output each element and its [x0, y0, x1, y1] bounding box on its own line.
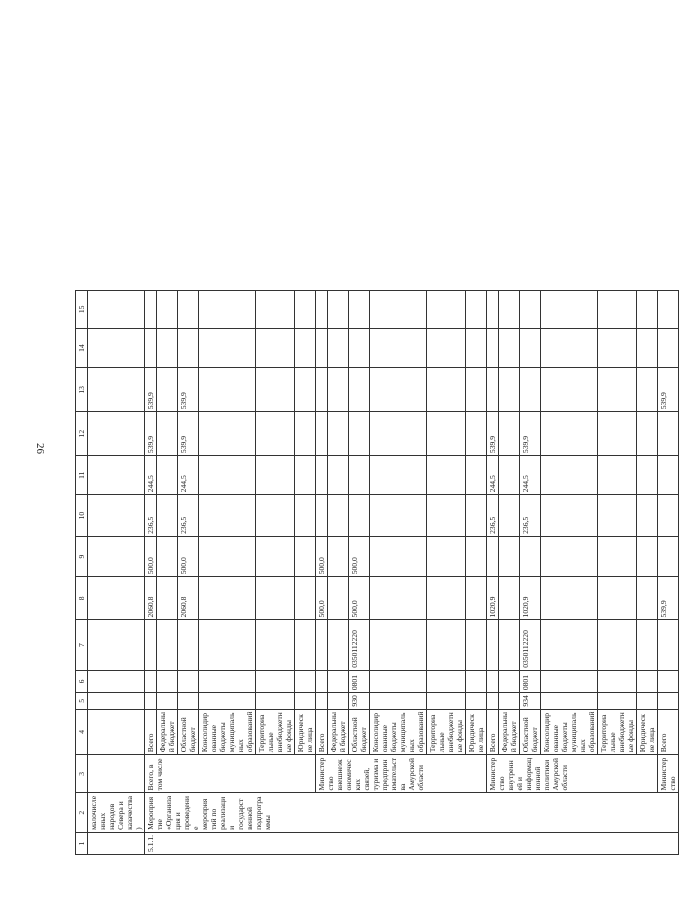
value-cell: 1020,9	[520, 577, 541, 620]
value-cell	[295, 693, 316, 709]
value-cell	[295, 368, 316, 412]
value-cell	[658, 291, 679, 329]
funding-source-cell: Консолидированные бюджеты муниципальных образований	[541, 709, 598, 755]
value-cell	[316, 620, 328, 670]
column-number-header: 15	[76, 291, 88, 329]
continuation-row	[88, 291, 145, 855]
empty-cell	[88, 577, 145, 620]
value-cell	[466, 577, 487, 620]
empty-cell	[88, 412, 145, 456]
empty-cell	[88, 368, 145, 412]
value-cell: 2060,8	[178, 577, 199, 620]
value-cell: 500,0	[316, 577, 328, 620]
value-cell	[370, 577, 427, 620]
value-cell	[499, 412, 520, 456]
value-cell	[328, 693, 349, 709]
value-cell: 0801	[520, 670, 541, 692]
value-cell	[316, 495, 328, 537]
value-cell	[157, 670, 178, 692]
value-cell	[427, 291, 466, 329]
funding-source-cell: Областной бюджет	[178, 709, 199, 755]
value-cell: 0350112220	[349, 620, 370, 670]
value-cell	[316, 693, 328, 709]
value-cell	[316, 368, 328, 412]
document-sheet	[75, 290, 679, 855]
value-cell	[541, 368, 598, 412]
value-cell	[637, 328, 658, 368]
value-cell	[487, 328, 499, 368]
empty-cell	[88, 536, 145, 576]
column-number-header: 9	[76, 536, 88, 576]
table-header-row	[76, 291, 88, 855]
empty-cell	[88, 328, 145, 368]
value-cell	[178, 620, 199, 670]
value-cell	[487, 670, 499, 692]
value-cell	[637, 412, 658, 456]
value-cell	[157, 456, 178, 495]
value-cell	[145, 620, 157, 670]
value-cell	[658, 456, 679, 495]
value-cell	[178, 670, 199, 692]
value-cell	[598, 670, 637, 692]
empty-cell	[88, 456, 145, 495]
value-cell	[328, 412, 349, 456]
column-number-header: 12	[76, 412, 88, 456]
value-cell	[541, 693, 598, 709]
value-cell	[427, 328, 466, 368]
value-cell	[295, 620, 316, 670]
value-cell	[145, 693, 157, 709]
column-number-header: 2	[76, 793, 88, 832]
value-cell	[637, 456, 658, 495]
value-cell	[466, 412, 487, 456]
value-cell	[316, 291, 328, 329]
value-cell	[466, 670, 487, 692]
value-cell	[499, 495, 520, 537]
continuation-name: малочисленных народов Севера и казачества)	[88, 793, 145, 832]
column-number-header: 14	[76, 328, 88, 368]
value-cell	[427, 456, 466, 495]
value-cell: 539,9	[145, 368, 157, 412]
value-cell	[499, 670, 520, 692]
value-cell	[658, 670, 679, 692]
value-cell	[295, 412, 316, 456]
value-cell	[256, 577, 295, 620]
value-cell: 500,0	[349, 577, 370, 620]
value-cell	[598, 328, 637, 368]
value-cell	[598, 291, 637, 329]
value-cell	[256, 291, 295, 329]
value-cell	[637, 620, 658, 670]
value-cell	[520, 328, 541, 368]
funding-source-cell: Всего	[658, 709, 679, 755]
value-cell	[328, 577, 349, 620]
value-cell: 539,9	[178, 412, 199, 456]
value-cell	[487, 536, 499, 576]
value-cell: 0350112220	[520, 620, 541, 670]
value-cell	[427, 412, 466, 456]
funding-source-cell: Всего	[145, 709, 157, 755]
value-cell	[199, 536, 256, 576]
value-cell	[349, 368, 370, 412]
value-cell	[178, 328, 199, 368]
value-cell	[295, 328, 316, 368]
value-cell	[145, 670, 157, 692]
value-cell	[157, 368, 178, 412]
value-cell	[658, 536, 679, 576]
value-cell	[256, 670, 295, 692]
value-cell	[316, 456, 328, 495]
value-cell	[349, 456, 370, 495]
value-cell	[637, 670, 658, 692]
value-cell	[487, 368, 499, 412]
funding-source-cell: Всего	[487, 709, 499, 755]
value-cell	[256, 368, 295, 412]
value-cell	[541, 536, 598, 576]
value-cell	[427, 577, 466, 620]
value-cell: 236,5	[520, 495, 541, 537]
value-cell	[466, 620, 487, 670]
value-cell	[466, 368, 487, 412]
value-cell	[370, 536, 427, 576]
value-cell	[598, 368, 637, 412]
value-cell: 539,9	[520, 412, 541, 456]
value-cell	[199, 620, 256, 670]
value-cell	[178, 693, 199, 709]
value-cell	[427, 368, 466, 412]
value-cell	[178, 291, 199, 329]
value-cell	[370, 620, 427, 670]
value-cell	[598, 495, 637, 537]
value-cell	[427, 495, 466, 537]
value-cell	[199, 495, 256, 537]
funding-source-cell: Федеральный бюджет	[328, 709, 349, 755]
value-cell	[466, 495, 487, 537]
funding-source-cell: Территориальные внебюджетные фонды	[256, 709, 295, 755]
value-cell	[499, 693, 520, 709]
value-cell	[658, 328, 679, 368]
funding-source-cell: Федеральный бюджет	[157, 709, 178, 755]
value-cell	[520, 291, 541, 329]
funding-source-cell: Территориальные внебюджетные фонды	[427, 709, 466, 755]
value-cell	[157, 291, 178, 329]
value-cell	[658, 693, 679, 709]
value-cell	[316, 328, 328, 368]
value-cell	[598, 693, 637, 709]
column-number-header: 7	[76, 620, 88, 670]
value-cell	[256, 620, 295, 670]
value-cell: 539,9	[658, 577, 679, 620]
value-cell: 934	[520, 693, 541, 709]
value-cell	[598, 620, 637, 670]
value-cell	[427, 536, 466, 576]
value-cell	[349, 495, 370, 537]
funding-source-cell: Юридические лица	[637, 709, 658, 755]
column-number-header: 6	[76, 670, 88, 692]
empty-cell	[88, 495, 145, 537]
value-cell	[541, 495, 598, 537]
funding-source-cell: Консолидированные бюджеты муниципальных образований	[199, 709, 256, 755]
value-cell	[499, 620, 520, 670]
value-cell	[487, 291, 499, 329]
value-cell	[256, 412, 295, 456]
value-cell	[157, 495, 178, 537]
funding-source-cell: Территориальные внебюджетные фонды	[598, 709, 637, 755]
page-number: 26	[34, 443, 46, 454]
value-cell	[328, 670, 349, 692]
value-cell: 244,5	[178, 456, 199, 495]
executor-name: Министерство	[658, 755, 679, 793]
value-cell	[598, 536, 637, 576]
value-cell	[316, 412, 328, 456]
value-cell	[328, 328, 349, 368]
value-cell: 244,5	[520, 456, 541, 495]
value-cell	[598, 456, 637, 495]
value-cell	[295, 670, 316, 692]
value-cell	[328, 291, 349, 329]
value-cell	[598, 577, 637, 620]
value-cell	[541, 577, 598, 620]
value-cell: 539,9	[658, 368, 679, 412]
value-cell	[295, 536, 316, 576]
empty-cell	[88, 693, 145, 709]
value-cell	[157, 693, 178, 709]
responsible-cell: Всего, в том числе	[145, 755, 316, 793]
value-cell	[199, 412, 256, 456]
value-cell	[541, 291, 598, 329]
value-cell	[499, 328, 520, 368]
executor-name: Министерство внешнеэкономических связей, туризма и предпринимательства Амурской области	[316, 755, 487, 793]
value-cell	[466, 536, 487, 576]
value-cell	[328, 495, 349, 537]
funding-source-cell: Федеральный бюджет	[499, 709, 520, 755]
value-cell	[370, 368, 427, 412]
value-cell	[199, 670, 256, 692]
funding-source-cell: Юридические лица	[295, 709, 316, 755]
value-cell	[157, 620, 178, 670]
value-cell	[637, 693, 658, 709]
value-cell	[199, 693, 256, 709]
budget-table	[75, 290, 679, 855]
column-number-header: 5	[76, 693, 88, 709]
value-cell: 236,5	[487, 495, 499, 537]
funding-source-cell: Всего	[316, 709, 328, 755]
value-cell	[637, 495, 658, 537]
value-cell	[598, 412, 637, 456]
value-cell	[658, 495, 679, 537]
value-cell	[349, 291, 370, 329]
value-cell	[328, 368, 349, 412]
value-cell	[328, 456, 349, 495]
value-cell: 500,0	[178, 536, 199, 576]
value-cell	[370, 495, 427, 537]
value-cell	[145, 328, 157, 368]
value-cell	[499, 291, 520, 329]
value-cell	[499, 456, 520, 495]
executor-name: Министерство внутренней и информационной политики Амурской области	[487, 755, 658, 793]
value-cell	[427, 670, 466, 692]
column-number-header: 11	[76, 456, 88, 495]
row-id-cell	[88, 832, 145, 854]
value-cell	[199, 456, 256, 495]
value-cell	[295, 577, 316, 620]
value-cell	[370, 456, 427, 495]
value-cell: 236,5	[178, 495, 199, 537]
value-cell	[541, 620, 598, 670]
column-number-header: 10	[76, 495, 88, 537]
value-cell	[370, 412, 427, 456]
value-cell	[349, 412, 370, 456]
value-cell	[427, 620, 466, 670]
table-row	[145, 291, 157, 855]
value-cell	[256, 536, 295, 576]
value-cell	[370, 693, 427, 709]
value-cell	[637, 577, 658, 620]
value-cell	[199, 291, 256, 329]
value-cell	[466, 291, 487, 329]
value-cell	[199, 328, 256, 368]
value-cell	[637, 368, 658, 412]
column-number-header: 13	[76, 368, 88, 412]
value-cell	[157, 412, 178, 456]
value-cell: 930	[349, 693, 370, 709]
column-number-header: 4	[76, 709, 88, 755]
empty-cell	[88, 620, 145, 670]
value-cell	[256, 693, 295, 709]
value-cell	[520, 368, 541, 412]
value-cell	[199, 577, 256, 620]
value-cell	[256, 328, 295, 368]
value-cell	[499, 577, 520, 620]
value-cell: 500,0	[349, 536, 370, 576]
funding-source-cell: Областной бюджет	[349, 709, 370, 755]
value-cell	[658, 620, 679, 670]
value-cell	[499, 368, 520, 412]
value-cell	[466, 693, 487, 709]
value-cell	[466, 456, 487, 495]
table-row	[487, 291, 499, 855]
value-cell	[316, 670, 328, 692]
value-cell	[427, 693, 466, 709]
empty-cell	[88, 755, 145, 793]
funding-source-cell: Консолидированные бюджеты муниципальных образований	[370, 709, 427, 755]
value-cell: 1020,9	[487, 577, 499, 620]
value-cell	[520, 536, 541, 576]
value-cell	[295, 495, 316, 537]
funding-source-cell: Юридические лица	[466, 709, 487, 755]
value-cell	[637, 536, 658, 576]
value-cell	[637, 291, 658, 329]
value-cell	[256, 456, 295, 495]
value-cell	[295, 291, 316, 329]
value-cell	[370, 670, 427, 692]
value-cell	[541, 328, 598, 368]
value-cell	[256, 495, 295, 537]
empty-cell	[88, 670, 145, 692]
value-cell	[370, 328, 427, 368]
column-number-header: 8	[76, 577, 88, 620]
value-cell	[370, 291, 427, 329]
value-cell: 236,5	[145, 495, 157, 537]
value-cell	[295, 456, 316, 495]
value-cell: 539,9	[145, 412, 157, 456]
value-cell	[658, 412, 679, 456]
value-cell	[487, 693, 499, 709]
value-cell: 500,0	[145, 536, 157, 576]
value-cell: 539,9	[178, 368, 199, 412]
empty-cell	[88, 291, 145, 329]
funding-source-cell: Областной бюджет	[520, 709, 541, 755]
value-cell: 500,0	[316, 536, 328, 576]
value-cell	[145, 291, 157, 329]
value-cell	[349, 328, 370, 368]
value-cell	[541, 456, 598, 495]
value-cell: 244,5	[145, 456, 157, 495]
column-number-header: 3	[76, 755, 88, 793]
value-cell	[328, 536, 349, 576]
value-cell: 244,5	[487, 456, 499, 495]
value-cell	[487, 620, 499, 670]
value-cell	[499, 536, 520, 576]
value-cell	[466, 328, 487, 368]
measure-name: Мероприятие «Организация и проведение мероприятий по реализации государственной подпрограммы	[145, 793, 679, 832]
value-cell	[157, 328, 178, 368]
empty-cell	[88, 709, 145, 755]
value-cell	[328, 620, 349, 670]
value-cell	[157, 577, 178, 620]
table-row	[316, 291, 328, 855]
value-cell: 2060,8	[145, 577, 157, 620]
column-number-header: 1	[76, 832, 88, 854]
value-cell: 539,9	[487, 412, 499, 456]
value-cell	[199, 368, 256, 412]
value-cell	[541, 412, 598, 456]
value-cell: 0801	[349, 670, 370, 692]
table-row	[658, 291, 679, 855]
value-cell	[157, 536, 178, 576]
measure-id: 5.1.1.	[145, 832, 679, 854]
value-cell	[541, 670, 598, 692]
